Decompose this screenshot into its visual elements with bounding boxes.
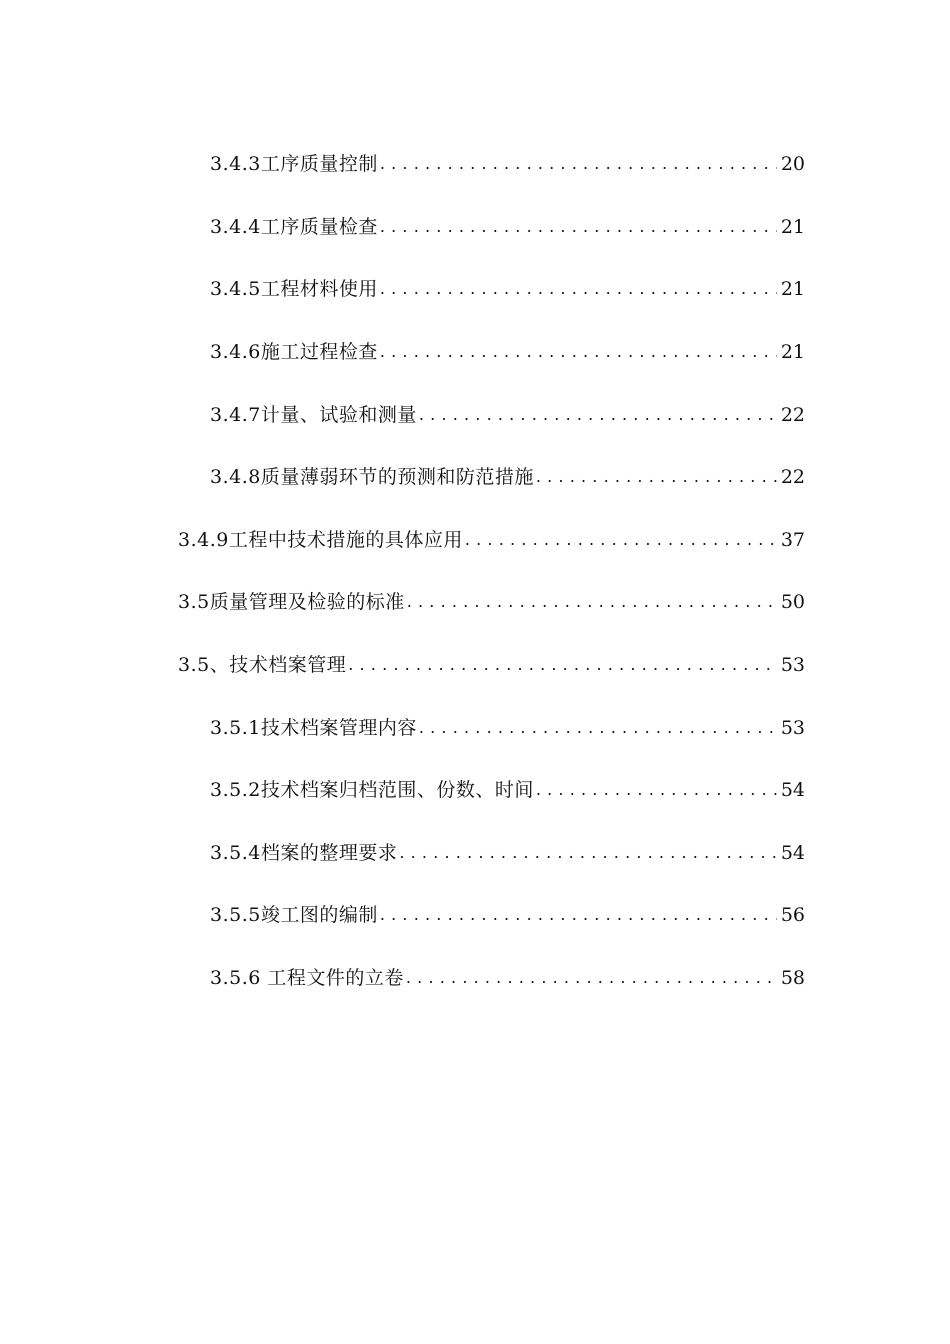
toc-page-number: 22	[780, 403, 805, 426]
toc-page-number: 21	[780, 215, 805, 238]
toc-dot-leader	[380, 146, 777, 182]
toc-entry[interactable]	[0, 947, 950, 1010]
toc-entry[interactable]	[0, 634, 950, 697]
toc-entry[interactable]	[0, 696, 950, 759]
toc-entry-title: 3.5.5竣工图的编制	[210, 904, 378, 927]
toc-entry-title: 3.5.4档案的整理要求	[210, 841, 398, 864]
toc-dot-leader	[348, 647, 777, 683]
toc-entry-title: 3.4.3工序质量控制	[210, 153, 378, 176]
toc-page-number: 21	[780, 341, 805, 364]
toc-dot-leader	[399, 835, 776, 871]
toc-entry-title: 3.4.7计量、试验和测量	[210, 403, 417, 426]
toc-page-number: 20	[780, 153, 805, 176]
toc-entry[interactable]	[0, 509, 950, 572]
toc-dot-leader	[465, 522, 777, 558]
toc-page-number: 37	[780, 528, 805, 551]
toc-entry[interactable]	[0, 446, 950, 509]
toc-page-number: 54	[780, 841, 805, 864]
toc-page-number: 53	[780, 654, 805, 677]
toc-entry-title: 3.4.5工程材料使用	[210, 278, 378, 301]
toc-dot-leader	[407, 584, 777, 620]
toc-entry-title: 3.4.6施工过程检查	[210, 341, 378, 364]
toc-entry-title: 3.4.4工序质量检查	[210, 215, 378, 238]
toc-entry-title: 3.5.2技术档案归档范围、份数、时间	[210, 779, 534, 802]
toc-entry-title: 3.5质量管理及检验的标准	[178, 591, 405, 614]
toc-entry[interactable]	[0, 383, 950, 446]
toc-dot-leader	[536, 459, 777, 495]
toc-entry-title: 3.4.9工程中技术措施的具体应用	[178, 528, 463, 551]
toc-entry-title: 3.5.6 工程文件的立卷	[210, 967, 404, 990]
toc-entry-title: 3.4.8质量薄弱环节的预测和防范措施	[210, 466, 534, 489]
toc-entry[interactable]	[0, 133, 950, 196]
toc-dot-leader	[419, 397, 777, 433]
toc-page-number: 22	[780, 466, 805, 489]
toc-page-number: 50	[780, 591, 805, 614]
toc-entry[interactable]	[0, 321, 950, 384]
toc-page-number: 21	[780, 278, 805, 301]
toc-page-number: 56	[780, 904, 805, 927]
toc-dot-leader	[419, 710, 777, 746]
toc-entry[interactable]	[0, 822, 950, 885]
toc-entry[interactable]	[0, 258, 950, 321]
toc-page-number: 54	[780, 779, 805, 802]
toc-entry[interactable]	[0, 196, 950, 259]
toc-dot-leader	[380, 271, 777, 307]
toc-dot-leader	[406, 960, 777, 996]
toc-dot-leader	[380, 334, 777, 370]
toc-dot-leader	[536, 772, 777, 808]
toc-entry[interactable]	[0, 884, 950, 947]
toc-dot-leader	[380, 209, 777, 245]
table-of-contents	[0, 133, 950, 1009]
toc-page-number: 53	[780, 716, 805, 739]
toc-entry-title: 3.5、技术档案管理	[178, 654, 347, 677]
toc-entry[interactable]	[0, 571, 950, 634]
toc-dot-leader	[380, 897, 777, 933]
toc-page-number: 58	[780, 967, 805, 990]
toc-entry[interactable]	[0, 759, 950, 822]
toc-entry-title: 3.5.1技术档案管理内容	[210, 716, 417, 739]
